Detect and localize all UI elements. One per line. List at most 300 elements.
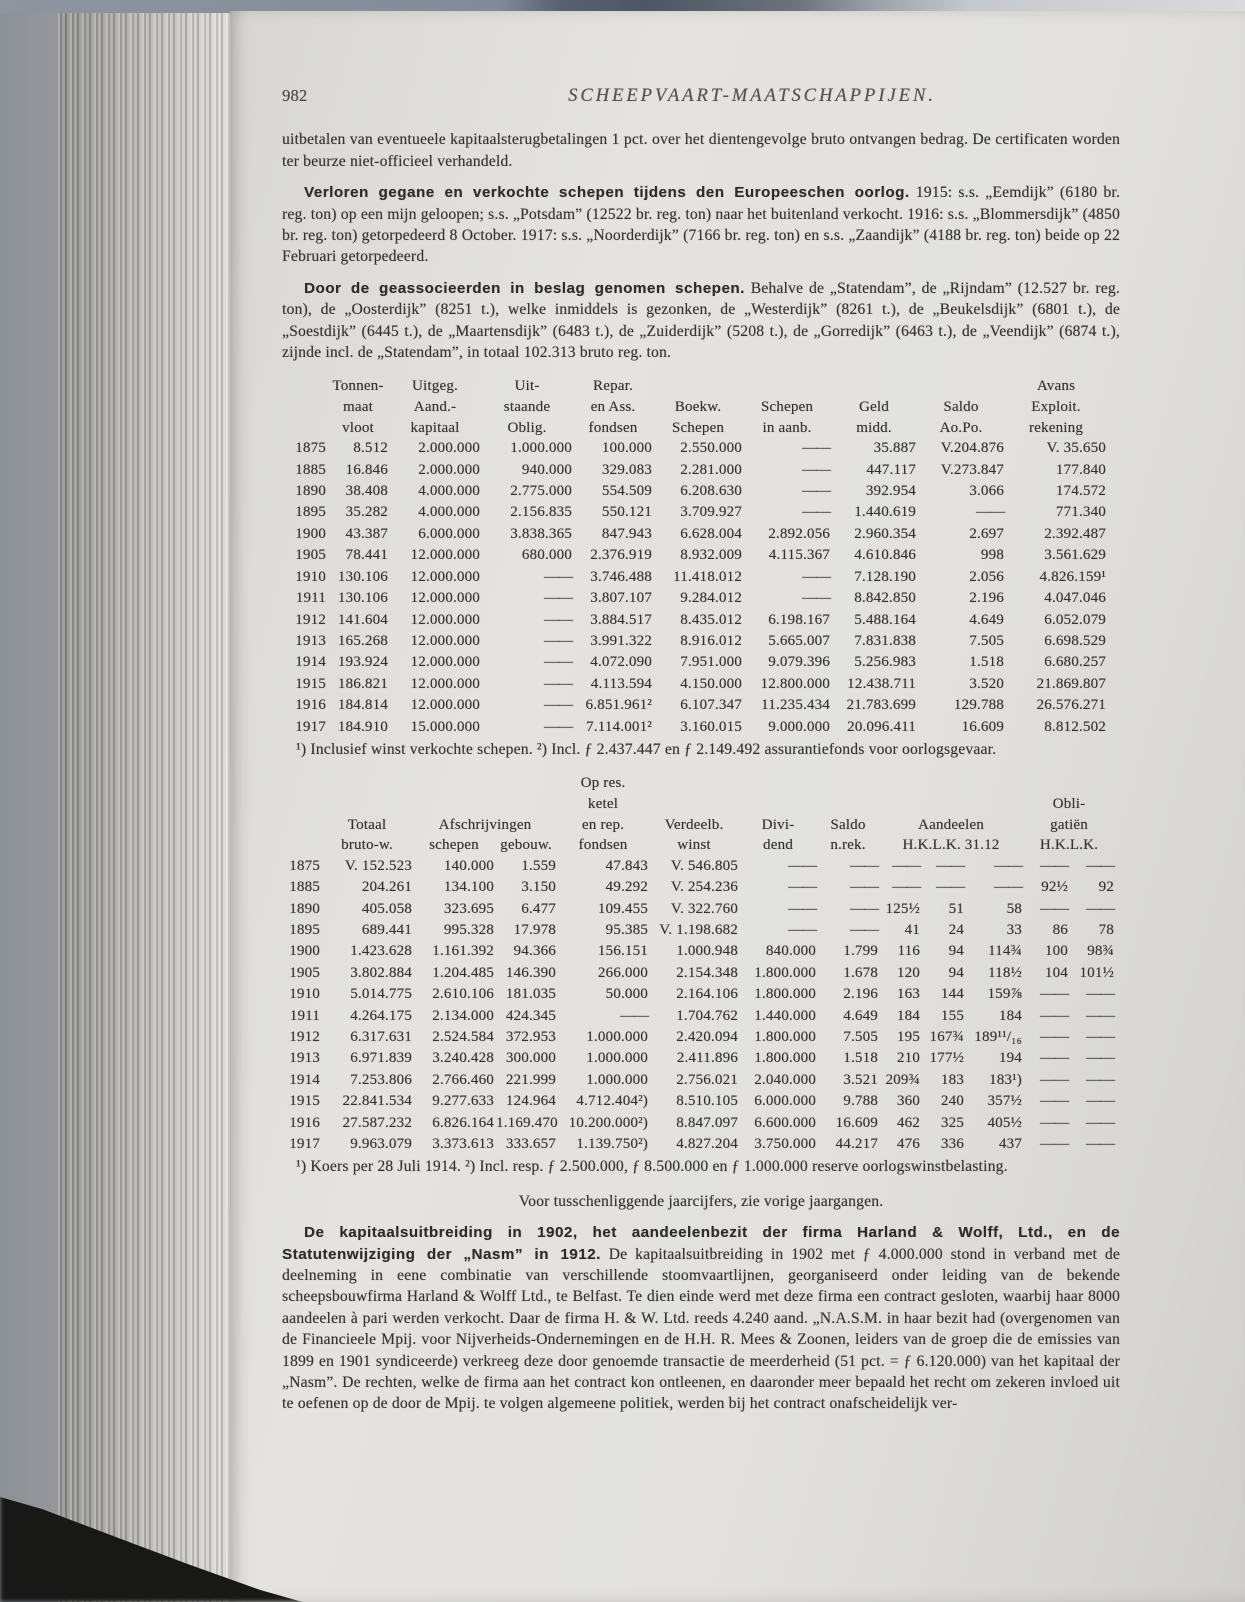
table-cell: —— (1086, 857, 1114, 874)
table-cell: —— (1040, 1093, 1068, 1110)
table-cell: 2.196 (969, 590, 1004, 607)
table-cell: 9.788 (843, 1093, 878, 1110)
table-cell: —— (1086, 1114, 1114, 1131)
table-header-cell (282, 794, 558, 815)
table-cell: 8.932.009 (680, 547, 742, 564)
table-cell: 2.524.584 (432, 1028, 494, 1045)
table-cell: —— (936, 857, 964, 874)
table-cell: 1900 (289, 943, 320, 960)
table-cell: 6.628.004 (680, 525, 742, 542)
table-cell: 4.115.367 (768, 547, 830, 564)
table-row (282, 631, 1108, 652)
table-cell: 1895 (295, 504, 326, 521)
table-cell: 6.600.000 (754, 1114, 816, 1131)
table-cell: 1912 (289, 1028, 320, 1045)
table-cell: 184 (896, 1007, 920, 1024)
table-cell: 27.587.232 (342, 1114, 412, 1131)
table-cell: —— (802, 461, 830, 478)
table-header-cell: Tonnen- (332, 378, 384, 395)
table-cell: 4.000.000 (418, 504, 480, 521)
table-cell: 10.200.000²) (568, 1114, 648, 1131)
table-cell: 134.100 (443, 879, 494, 896)
table-cell: —— (850, 900, 878, 917)
table-cell: 1.000.000 (586, 1050, 648, 1067)
table-cell: 4.072.090 (590, 654, 652, 671)
table-cell: 8.510.105 (676, 1093, 738, 1110)
table-header-row (282, 815, 1116, 836)
table-row (282, 695, 1108, 716)
table-cell: 1911 (295, 590, 326, 607)
table-cell: 2.040.000 (754, 1071, 816, 1088)
table-header-cell: gebouw. (500, 837, 552, 854)
table-cell: V. 322.760 (670, 900, 738, 917)
table-cell: 8.812.502 (1044, 718, 1106, 735)
table-cell: 476 (896, 1136, 920, 1152)
table-cell: 12.000.000 (410, 611, 480, 628)
table-cell: 405½ (987, 1114, 1022, 1131)
table-cell: 7.505 (969, 632, 1004, 649)
table-cell: 94.366 (513, 943, 556, 960)
table-cell: 195 (896, 1028, 920, 1045)
table-cell: 210 (896, 1050, 920, 1067)
table-cell: —— (788, 879, 816, 896)
table-cell: —— (994, 857, 1022, 874)
table-cell: 1.704.762 (676, 1007, 738, 1024)
table-cell: 6.198.167 (768, 611, 830, 628)
table-header-cell (282, 773, 558, 794)
table-cell: 4.649 (969, 611, 1004, 628)
table-header-cell: Divi- (761, 816, 795, 833)
table-cell: 689.441 (361, 921, 412, 938)
table-cell: 1.518 (843, 1050, 878, 1067)
table-cell: 6.000.000 (418, 525, 480, 542)
table-header-cell: Boekw. (674, 399, 722, 416)
table-header-cell: Oblig. (507, 419, 547, 436)
table-cell: 12.000.000 (410, 654, 480, 671)
table-cell: 8.916.012 (680, 632, 742, 649)
table-cell: 8.842.850 (854, 590, 916, 607)
paragraph-capital-expansion-lead: De kapitaalsuitbreiding in 1902, het aandeelenbezit der firma Harland & Wolff, Ltd., en de Statutenwijziging der „Nasm” in 1912. (282, 1224, 1120, 1263)
table-cell: 2.156.835 (510, 504, 572, 521)
table-cell: —— (850, 857, 878, 874)
table-cell: 3.520 (969, 675, 1004, 692)
table-cell: 360 (896, 1093, 920, 1110)
table-cell: 1.000.000 (510, 440, 572, 457)
table-header-cell: bruto-w. (341, 837, 393, 854)
table-cell: 2.756.021 (676, 1071, 738, 1088)
table-cell: 3.750.000 (754, 1136, 816, 1152)
table-row (282, 588, 1108, 609)
table-cell: 22.841.534 (342, 1093, 412, 1110)
table-header-cell: Op res. (580, 775, 626, 792)
table-header-cell: fondsen (588, 419, 638, 436)
table-header-cell: rekening (1028, 419, 1084, 436)
table-header-cell: staande (503, 399, 551, 416)
table-cell: 6.971.839 (350, 1050, 412, 1067)
table-cell: —— (936, 879, 964, 896)
table-cell: V. 1.198.682 (659, 921, 738, 938)
table-cell: —— (892, 857, 920, 874)
table-cell: 12.000.000 (410, 590, 480, 607)
table-cell: 1.518 (969, 654, 1004, 671)
table-cell: 2.892.056 (768, 525, 830, 542)
table-cell: 2.000.000 (418, 440, 480, 457)
table-header-cell: Ao.Po. (939, 419, 983, 436)
table-cell: 1900 (295, 525, 326, 542)
table-cell: 6.680.257 (1044, 654, 1106, 671)
table-cell: 1.799 (843, 943, 878, 960)
table-header-cell: Uit- (514, 378, 540, 395)
table-cell: 1905 (289, 964, 320, 981)
table-cell: —— (976, 504, 1004, 521)
table-cell: 995.328 (443, 921, 494, 938)
fleet-table-footnote: ¹) Inclusief winst verkochte schepen. ²) Incl. ƒ 2.437.447 en ƒ 2.149.492 assurantiefonds voor oorlogsgevaar. (296, 740, 997, 758)
table-cell: 2.775.000 (510, 483, 572, 500)
table-cell: 155 (940, 1007, 964, 1024)
table-header-row (282, 794, 1116, 815)
table-cell: —— (850, 879, 878, 896)
table-cell: 100.000 (601, 440, 652, 457)
table-cell: 1895 (289, 921, 320, 938)
table-cell: 2.134.000 (432, 1007, 494, 1024)
table-cell: 15.000.000 (410, 718, 480, 735)
table-cell: V. 152.523 (344, 857, 412, 874)
table-cell: 6.052.079 (1044, 611, 1106, 628)
table-cell: 3.807.107 (590, 590, 652, 607)
table-header-cell: Afschrijvingen (438, 816, 532, 833)
table-header-cell: Schepen (760, 399, 814, 416)
table-row (282, 1006, 1116, 1027)
table-header-cell (282, 376, 328, 397)
table-cell: 8.512 (353, 440, 388, 457)
table-cell: 266.000 (597, 964, 648, 981)
table-cell: 2.411.896 (676, 1050, 738, 1067)
table-cell: 4.150.000 (680, 675, 742, 692)
table-cell: 16.846 (345, 461, 388, 478)
table-row (282, 1091, 1116, 1112)
table-cell: —— (1040, 1050, 1068, 1067)
table-cell: 1917 (295, 718, 326, 735)
table-cell: —— (544, 697, 572, 714)
table-cell: 1910 (289, 986, 320, 1003)
table-cell: 2.281.000 (680, 461, 742, 478)
table-cell: 159⅞ (987, 986, 1022, 1003)
table-cell: 1915 (295, 675, 326, 692)
table-row (282, 481, 1108, 502)
table-cell: 4.712.404²) (576, 1093, 648, 1110)
table-cell: 1890 (295, 483, 326, 500)
table-cell: 7.505 (843, 1028, 878, 1045)
table-cell: 3.373.613 (432, 1136, 494, 1152)
table-cell: 124.964 (505, 1093, 556, 1110)
table-cell: 4.264.175 (350, 1007, 412, 1024)
table-row (282, 877, 1116, 898)
paragraph-seized-ships (282, 278, 1120, 364)
table-cell: 163 (896, 986, 920, 1003)
table-cell: 47.843 (605, 857, 648, 874)
table-cell: —— (1086, 1093, 1114, 1110)
table-cell: 120 (896, 964, 920, 981)
table-cell: —— (788, 900, 816, 917)
table-cell: 41 (904, 921, 920, 938)
table-cell: —— (544, 718, 572, 735)
table-cell: 94 (948, 964, 964, 981)
table-cell: 44.217 (835, 1136, 878, 1152)
table-cell: 92 (1098, 879, 1114, 896)
table-cell: 1913 (289, 1050, 320, 1067)
table-cell: 1917 (289, 1136, 320, 1152)
book-page (230, 11, 1245, 1602)
table-cell: 998 (980, 547, 1004, 564)
table-cell: 1.161.392 (432, 943, 494, 960)
table-cell: 7.114.001² (586, 718, 652, 735)
table-cell: 392.954 (865, 483, 916, 500)
table-cell: 680.000 (521, 547, 572, 564)
table-header-cell (650, 773, 1116, 794)
table-cell: 550.121 (601, 504, 652, 521)
table-cell: —— (1040, 857, 1068, 874)
table-cell: 165.268 (337, 632, 388, 649)
table-cell: 1912 (295, 611, 326, 628)
table-header-cell: in aanb. (762, 419, 812, 436)
table-cell: 3.561.629 (1044, 547, 1106, 564)
paragraph-lost-ships-text: 1915: s.s. „Eemdijk” (6180 br. reg. ton) op een mijn geloopen; s.s. „Potsdam” (12522 br. reg. ton) naar het buitenland verkocht. 1916: s.s. „Blommersdijk” (4850 br. reg. ton) getorpedeerd 8 October. 1917: s.s. „Noorderdijk” (7166 br. reg. ton) en s.s. „Zaandijk” (4188 br. reg. ton) beide op 22 Februari getorpedeerd. (282, 184, 1120, 266)
table-cell: 8.847.097 (676, 1114, 738, 1131)
table-cell: 1915 (289, 1093, 320, 1110)
table-cell: 35.887 (873, 440, 916, 457)
page-header (282, 85, 1120, 107)
table-cell: 130.106 (337, 590, 388, 607)
table-cell: 6.698.529 (1044, 632, 1106, 649)
table-row (282, 524, 1108, 545)
table-cell: —— (1086, 986, 1114, 1003)
table-row (282, 963, 1116, 984)
table-row (282, 984, 1116, 1005)
table-cell: —— (802, 440, 830, 457)
table-cell: —— (1040, 1114, 1068, 1131)
table-cell: 141.604 (337, 611, 388, 628)
table-cell: 4.610.846 (854, 547, 916, 564)
table-cell: 1.559 (521, 857, 556, 874)
table-cell: 1890 (289, 900, 320, 917)
table-cell: 1.000.948 (676, 943, 738, 960)
table-cell: 98¾ (1087, 943, 1114, 960)
table-row (282, 502, 1108, 523)
table-cell: 323.695 (443, 900, 494, 917)
table-cell: 5.256.983 (854, 654, 916, 671)
table-header-cell: Avans (1036, 378, 1076, 395)
table-cell: 240 (940, 1093, 964, 1110)
table-cell: 78.441 (345, 547, 388, 564)
table-cell: 181.035 (505, 986, 556, 1003)
table-header-row (282, 773, 1116, 794)
table-cell: 6.477 (521, 900, 556, 917)
table-cell: 146.390 (505, 964, 556, 981)
table-header-cell (282, 397, 328, 418)
table-cell: 186.821 (337, 675, 388, 692)
table-cell: 462 (896, 1114, 920, 1131)
table-cell: 12.000.000 (410, 568, 480, 585)
table-cell: 125½ (885, 900, 920, 917)
interim-note: Voor tusschenliggende jaarcijfers, zie vorige jaargangen. (518, 1192, 884, 1210)
data-table (282, 773, 1116, 1155)
table-cell: 2.154.348 (676, 964, 738, 981)
table-cell: 2.550.000 (680, 440, 742, 457)
table-cell: 333.657 (505, 1136, 556, 1152)
table-header-cell: Totaal (347, 816, 387, 833)
table-header-cell: Aandeelen (918, 816, 984, 833)
table-header-cell: ketel (587, 795, 619, 812)
table-cell: —— (1086, 1050, 1114, 1067)
table-cell: 12.438.711 (847, 675, 916, 692)
table-cell: —— (994, 879, 1022, 896)
table-cell: 1.800.000 (754, 1050, 816, 1067)
table-cell: —— (892, 879, 920, 896)
book-spine-shadow (0, 0, 60, 1602)
table-cell: —— (788, 921, 816, 938)
table-cell: 5.014.775 (350, 986, 412, 1003)
table-cell: 3.746.488 (590, 568, 652, 585)
table-row (282, 460, 1108, 481)
table-cell: 2.697 (969, 525, 1004, 542)
table-header-cell: Schepen (671, 419, 725, 436)
table-cell: 51 (948, 900, 964, 917)
paragraph-seized-ships-text: Behalve de „Statendam”, de „Rijndam” (12.527 br. reg. ton), de „Oosterdijk” (8251 t.), welke inmiddels is gezonken, de „Westerdijk” (8261 t.), de „Beukelsdijk” (6801 t.), de „Soestdijk” (6445 t.), de „Maartensdijk” (6483 t.), de „Zuiderdijk” (5208 t.), de „Gorredijk” (6463 t.), de „Veendijk” (6874 t.), zijnde incl. de „Statendam”, in totaal 102.313 bruto reg. ton. (282, 279, 1120, 362)
table-row (282, 545, 1108, 566)
table-header-cell: maat (343, 399, 373, 416)
table-cell: 2.000.000 (418, 461, 480, 478)
page-content (282, 11, 1120, 1415)
table-cell: —— (1040, 1007, 1068, 1024)
table-row (282, 610, 1108, 631)
table-header-cell: n.rek. (830, 837, 866, 854)
table-row (282, 941, 1116, 962)
table-cell: 447.117 (866, 461, 916, 478)
paragraph-lost-ships (282, 182, 1120, 268)
table-cell: 1905 (295, 547, 326, 564)
table-cell: 1.169.470 (496, 1114, 558, 1131)
table-cell: 2.056 (969, 568, 1004, 585)
table-cell: 194 (998, 1050, 1022, 1067)
table-cell: 1.678 (843, 964, 878, 981)
table-cell: —— (802, 483, 830, 500)
table-row (282, 717, 1108, 738)
paragraph-capital-expansion (282, 1222, 1120, 1415)
table-header-cell: midd. (856, 419, 892, 436)
table-cell: 101½ (1079, 964, 1114, 981)
table-cell: 11.418.012 (673, 568, 742, 585)
table-cell: 156.151 (597, 943, 648, 960)
table-cell: 1885 (295, 461, 326, 478)
table-cell: 405.058 (361, 900, 412, 917)
table-cell: 183 (940, 1071, 964, 1088)
fleet-capital-table (282, 376, 1108, 737)
table-cell: —— (1086, 900, 1114, 917)
table-header-cell: Exploit. (1031, 399, 1081, 416)
table-cell: 1.139.750²) (576, 1136, 648, 1152)
table-cell: 26.576.271 (1036, 697, 1106, 714)
table-cell: 4.000.000 (418, 483, 480, 500)
table-cell: 184.814 (337, 697, 388, 714)
table-cell: 24 (948, 921, 964, 938)
table-cell: 78 (1098, 921, 1114, 938)
table-cell: 3.521 (843, 1071, 878, 1088)
table-cell: 5.488.164 (854, 611, 916, 628)
table-header-row (282, 418, 1108, 439)
table-cell: 12.000.000 (410, 547, 480, 564)
table-cell: 1913 (295, 632, 326, 649)
table-cell: 6.208.630 (680, 483, 742, 500)
table-cell: 4.047.046 (1044, 590, 1106, 607)
table-cell: 1875 (289, 857, 320, 874)
table-cell: —— (1086, 1007, 1114, 1024)
table-cell: 4.826.159¹ (1039, 568, 1106, 585)
table-cell: 4.827.204 (676, 1136, 738, 1152)
table-row (282, 856, 1116, 877)
table-row (282, 920, 1116, 941)
table-cell: 209¾ (885, 1071, 920, 1088)
table-cell: 300.000 (505, 1050, 556, 1067)
table-cell: 94 (948, 943, 964, 960)
table-cell: 3.160.015 (680, 718, 742, 735)
table-cell: 193.924 (337, 654, 388, 671)
table-cell: 9.079.396 (768, 654, 830, 671)
table-cell: 336 (940, 1136, 964, 1152)
table-cell: 6.317.631 (350, 1028, 412, 1045)
table-header-cell: en rep. (581, 816, 625, 833)
table-cell: 7.831.838 (854, 632, 916, 649)
table-cell: —— (1040, 986, 1068, 1003)
table-cell: 372.953 (505, 1028, 556, 1045)
table-cell: V.204.876 (940, 440, 1004, 457)
table-cell: 104 (1044, 964, 1068, 981)
table-cell: 144 (940, 986, 964, 1003)
table-header-row (282, 397, 1108, 418)
table-cell: 3.709.927 (680, 504, 742, 521)
table-header-cell: schepen (429, 837, 479, 854)
table-row (282, 438, 1108, 459)
table-cell: 1.800.000 (754, 964, 816, 981)
table-cell: 43.387 (345, 525, 388, 542)
table-cell: 940.000 (521, 461, 572, 478)
table-cell: 58 (1006, 900, 1022, 917)
table-row (282, 1134, 1116, 1155)
table-cell: 357½ (987, 1093, 1022, 1110)
table-cell: 183¹) (989, 1071, 1022, 1088)
table-cell: 221.999 (505, 1071, 556, 1088)
table-cell: 8.435.012 (680, 611, 742, 628)
table-cell: V.273.847 (940, 461, 1004, 478)
table-row (282, 674, 1108, 695)
table-cell: 20.096.411 (847, 718, 916, 735)
table-cell: 4.649 (843, 1007, 878, 1024)
table-cell: 12.000.000 (410, 697, 480, 714)
paragraph-lost-ships-lead: Verloren gegane en verkochte schepen tijdens den Europeeschen oorlog. (304, 184, 910, 202)
table-cell: 2.420.094 (676, 1028, 738, 1045)
table-cell: 1914 (295, 654, 326, 671)
table-row (282, 1027, 1116, 1048)
table-cell: —— (544, 568, 572, 585)
paragraph-seized-ships-lead: Door de geassocieerden in beslag genomen schepen. (304, 279, 745, 297)
table-cell: 6.000.000 (754, 1093, 816, 1110)
table-cell: 1.440.619 (854, 504, 916, 521)
table-cell: 11.235.434 (761, 697, 830, 714)
table-cell: 35.282 (345, 504, 388, 521)
table-cell: 7.128.190 (854, 568, 916, 585)
table-cell: V. 35.650 (1046, 440, 1106, 457)
table-cell: 4.113.594 (590, 675, 652, 692)
table-header-cell: Saldo (830, 816, 866, 833)
